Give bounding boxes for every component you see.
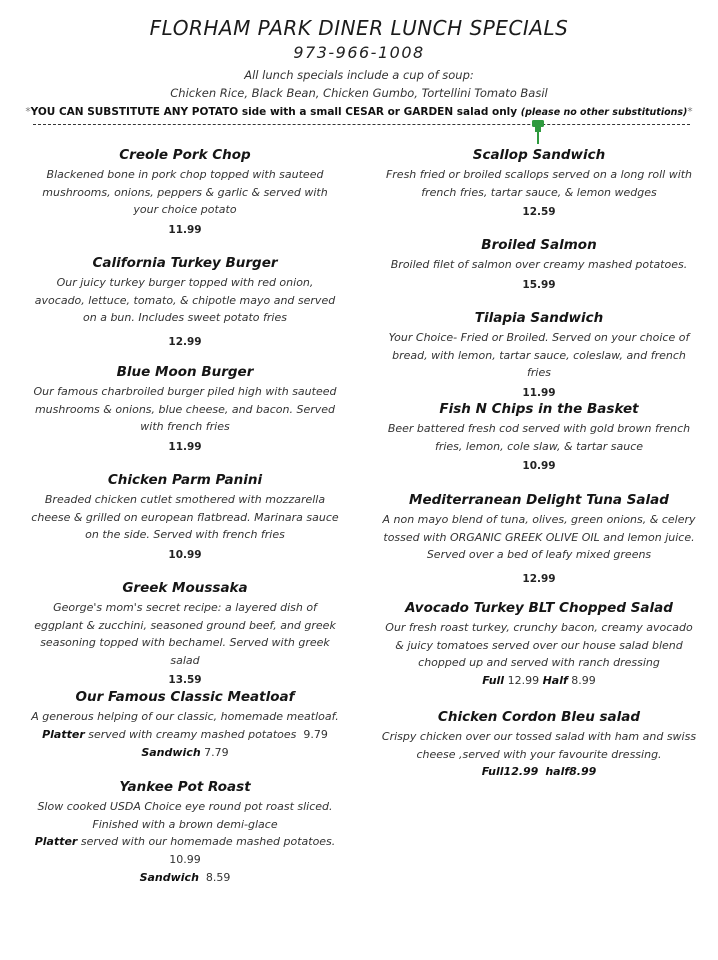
item-name: Fish N Chips in the Basket	[439, 401, 639, 417]
platter-price: 9.79	[303, 727, 328, 741]
full-label: Full	[481, 765, 504, 778]
item-price: 11.99	[168, 223, 202, 236]
menu-item-california-turkey-burger	[30, 254, 340, 351]
substitution-text: YOU CAN SUBSTITUTE ANY POTATO side with a small CESAR or GARDEN salad only	[30, 106, 518, 118]
half-label: Half	[542, 673, 568, 687]
item-price: 12.99	[522, 572, 556, 585]
sandwich-label: Sandwich	[141, 745, 201, 759]
item-description: Your Choice- Fried or Broiled. Served on your choice of bread, with lemon, tartar sauce, coleslaw, and french fries	[388, 331, 690, 379]
item-price: 10.99	[168, 548, 202, 561]
item-description: Our famous charbroiled burger piled high with sauteed mushrooms & onions, blue cheese, and bacon. Served with french fries	[33, 385, 337, 433]
item-description: A generous helping of our classic, homemade meatloaf.	[31, 710, 339, 723]
price-line	[380, 763, 698, 781]
substitution-note	[0, 106, 718, 118]
item-description: Our juicy turkey burger topped with red onion, avocado, lettuce, tomato, & chipotle mayo and served on a bun. Includes sweet potato fries	[34, 276, 336, 324]
green-pushpin-icon	[530, 118, 546, 144]
menu-title: FLORHAM PARK DINER LUNCH SPECIALS	[149, 16, 569, 40]
item-description: Blackened bone in pork chop topped with sauteed mushrooms, onions, peppers & garlic & served with your choice potato	[42, 168, 328, 216]
platter-price: 10.99	[169, 853, 201, 866]
item-description: Crispy chicken over our tossed salad with ham and swiss cheese ,served with your favourite dressing.	[381, 730, 697, 761]
menu-item-fish-n-chips	[380, 400, 698, 475]
item-name: Chicken Cordon Bleu salad	[437, 709, 641, 725]
sandwich-line	[30, 869, 340, 887]
menu-item-broiled-salmon	[380, 236, 698, 294]
platter-text: served with our homemade mashed potatoes.	[80, 835, 336, 848]
menu-item-yankee-pot-roast	[30, 778, 340, 887]
item-description: Broiled filet of salmon over creamy mashed potatoes.	[390, 258, 688, 271]
item-name: Scallop Sandwich	[472, 147, 606, 163]
menu-item-classic-meatloaf	[30, 688, 340, 762]
platter-text: served with creamy mashed potatoes	[88, 727, 297, 741]
item-price: 10.99	[522, 460, 556, 472]
menu-item-scallop-sandwich	[380, 146, 698, 221]
platter-label: Platter	[34, 835, 78, 848]
soup-note: All lunch specials include a cup of soup:	[244, 68, 474, 82]
half-label: half	[545, 765, 570, 778]
item-name: California Turkey Burger	[92, 255, 278, 271]
item-name: Broiled Salmon	[481, 237, 597, 253]
half-price: 8.99	[571, 673, 596, 687]
item-name: Our Famous Classic Meatloaf	[75, 689, 295, 705]
item-name: Yankee Pot Roast	[119, 779, 251, 795]
menu-item-blue-moon-burger	[30, 363, 340, 456]
soup-list: Chicken Rice, Black Bean, Chicken Gumbo, Tortellini Tomato Basil	[170, 86, 548, 100]
item-description: Our fresh roast turkey, crunchy bacon, creamy avocado & juicy tomatoes served over our house salad blend chopped up and served with ranch dressing	[385, 621, 693, 669]
menu-item-creole-pork-chop	[30, 146, 340, 239]
item-price: 12.59	[522, 206, 556, 218]
item-name: Tilapia Sandwich	[474, 310, 604, 326]
menu-item-tilapia-sandwich	[380, 309, 698, 402]
substitution-star-close: *	[687, 106, 693, 118]
item-price: 12.99	[168, 335, 202, 348]
half-price: 8.99	[569, 765, 597, 778]
platter-line	[30, 726, 340, 744]
full-label: Full	[482, 673, 505, 687]
sandwich-label: Sandwich	[139, 871, 199, 884]
item-name: Avocado Turkey BLT Chopped Salad	[405, 600, 673, 616]
price-line	[380, 672, 698, 690]
item-name: Chicken Parm Panini	[107, 472, 263, 488]
sandwich-line	[30, 744, 340, 762]
platter-label: Platter	[42, 727, 85, 741]
platter-line	[30, 833, 340, 851]
item-description: George's mom's secret recipe: a layered dish of eggplant & zucchini, seasoned ground beef, and greek seasoning topped with bechamel. Served with greek salad	[34, 601, 336, 667]
item-price: 11.99	[522, 386, 556, 399]
item-name: Blue Moon Burger	[116, 364, 254, 380]
item-description: Breaded chicken cutlet smothered with mozzarella cheese & grilled on european flatbread. Marinara sauce on the side. Served with french fries	[31, 493, 339, 541]
item-description: A non mayo blend of tuna, olives, green onions, & celery tossed with ORGANIC GREEK OLIVE OIL and lemon juice. Served over a bed of leafy mixed greens	[382, 513, 696, 561]
menu-item-chicken-parm-panini	[30, 471, 340, 564]
menu-item-greek-moussaka	[30, 579, 340, 689]
item-name: Mediterranean Delight Tuna Salad	[409, 492, 669, 508]
item-description: Beer battered fresh cod served with gold brown french fries, lemon, cole slaw, & tartar sauce	[387, 422, 691, 453]
substitution-disclaimer: (please no other substitutions)	[520, 107, 688, 118]
item-price: 11.99	[168, 440, 202, 453]
menu-item-chicken-cordon-bleu-salad	[380, 708, 698, 781]
phone-number[interactable]: 973-966-1008	[293, 43, 425, 62]
menu-item-avocado-turkey-blt-salad	[380, 599, 698, 690]
dashed-divider	[33, 124, 690, 125]
full-price: 12.99	[503, 765, 539, 778]
item-price: 15.99	[522, 278, 556, 291]
menu-item-mediterranean-tuna-salad	[380, 491, 698, 588]
item-description: Fresh fried or broiled scallops served on a long roll with french fries, tartar sauce, & lemon wedges	[385, 168, 693, 199]
sandwich-price: 7.79	[204, 745, 229, 759]
sandwich-price: 8.59	[205, 871, 231, 884]
item-price: 13.59	[168, 674, 202, 686]
item-description: Slow cooked USDA Choice eye round pot roast sliced. Finished with a brown demi-glace	[37, 800, 333, 831]
substitution-star-open: *	[25, 106, 31, 118]
item-name: Greek Moussaka	[122, 580, 248, 596]
full-price: 12.99	[507, 673, 540, 687]
item-name: Creole Pork Chop	[119, 147, 251, 163]
